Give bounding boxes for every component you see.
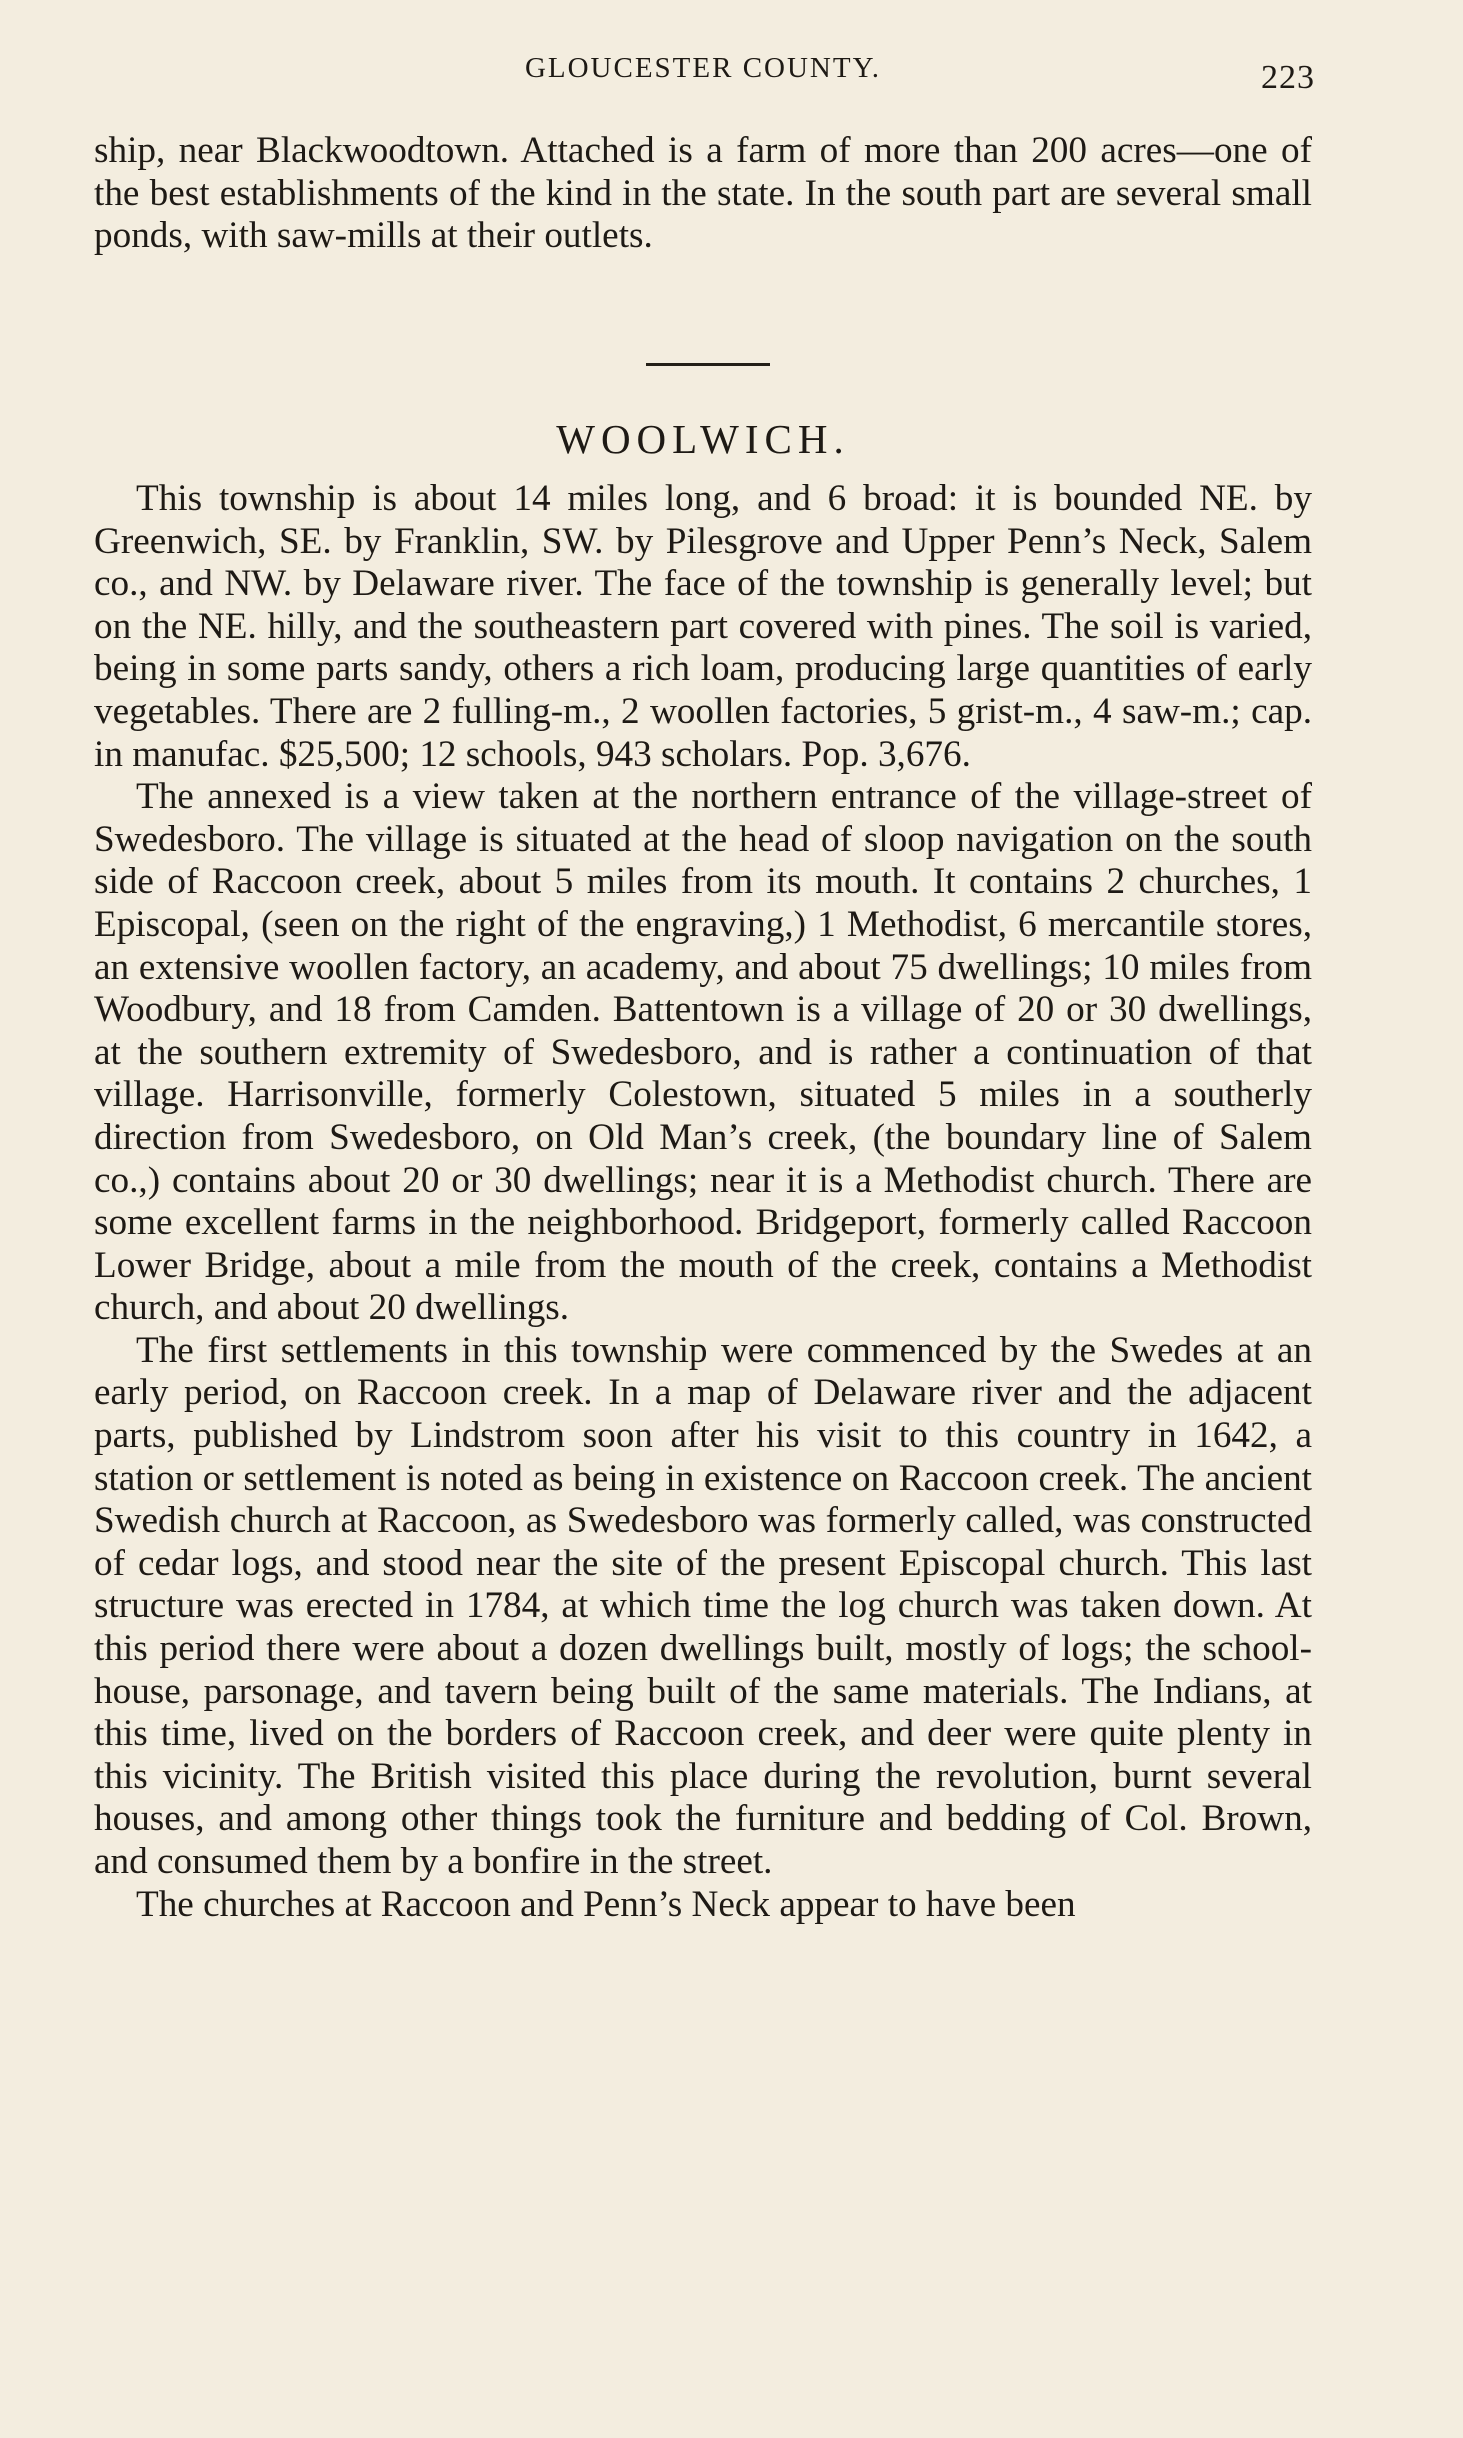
running-header <box>94 50 1315 96</box>
section-heading: WOOLWICH. <box>556 416 850 462</box>
paragraph-description: This township is about 14 miles long, and 6 broad: it is bounded NE. by Greenwich, SE. by Franklin, SW. by Pilesgrove and Upper Penn’s Neck, Salem co., and NW. by Delaware river. The face of the township is generally level; but on the NE. hilly, and the southeastern part covered with pines. The soil is varied, being in some parts sandy, others a rich loam, producing large quantities of early vegetables. There are 2 fulling-m., 2 woollen factories, 5 grist-m., 4 saw-m.; cap. in manufac. $25,500; 12 schools, 943 scholars. Pop. 3,676. <box>94 478 1312 775</box>
intro-paragraph: ship, near Blackwoodtown. Attached is a farm of more than 200 acres—one of the best establishments of the kind in the state. In the south part are several small ponds, with saw-mills at their outlets. <box>94 130 1312 257</box>
section-divider <box>646 363 770 366</box>
running-title: GLOUCESTER COUNTY. <box>524 52 882 84</box>
paragraph-swedesboro: The annexed is a view taken at the northern entrance of the village-street of Swedesboro. The village is situated at the head of sloop navigation on the south side of Raccoon creek, about 5 miles from its mouth. It contains 2 churches, 1 Episcopal, (seen on the right of the engraving,) 1 Methodist, 6 mercantile stores, an extensive woollen factory, an academy, and about 75 dwellings; 10 miles from Woodbury, and 18 from Camden. Battentown is a village of 20 or 30 dwellings, at the southern extremity of Swedesboro, and is rather a continuation of that village. Harrisonville, formerly Colestown, situated 5 miles in a southerly direction from Swedesboro, on Old Man’s creek, (the boundary line of Salem co.,) contains about 20 or 30 dwellings; near it is a Methodist church. There are some excellent farms in the neighborhood. Bridgeport, formerly called Raccoon Lower Bridge, about a mile from the mouth of the creek, contains a Methodist church, and about 20 dwellings. <box>94 776 1312 1329</box>
intro-text-block <box>94 130 1312 258</box>
section-body <box>94 478 1312 1926</box>
paragraph-churches: The churches at Raccoon and Penn’s Neck appear to have been <box>136 1883 1076 1925</box>
page-number: 223 <box>1261 59 1315 96</box>
paragraph-history: The first settlements in this township were commenced by the Swedes at an early period, on Raccoon creek. In a map of Delaware river and the adjacent parts, published by Lindstrom soon after his visit to this country in 1642, a station or settlement is noted as being in existence on Raccoon creek. The ancient Swedish church at Raccoon, as Swedesboro was formerly called, was constructed of cedar logs, and stood near the site of the present Episcopal church. This last structure was erected in 1784, at which time the log church was taken down. At this period there were about a dozen dwellings built, mostly of logs; the school-house, parsonage, and tavern being built of the same materials. The Indians, at this time, lived on the borders of Raccoon creek, and deer were quite plenty in this vicinity. The British visited this place during the revolution, burnt several houses, and among other things took the furniture and bedding of Col. Brown, and consumed them by a bonfire in the street. <box>94 1329 1312 1882</box>
